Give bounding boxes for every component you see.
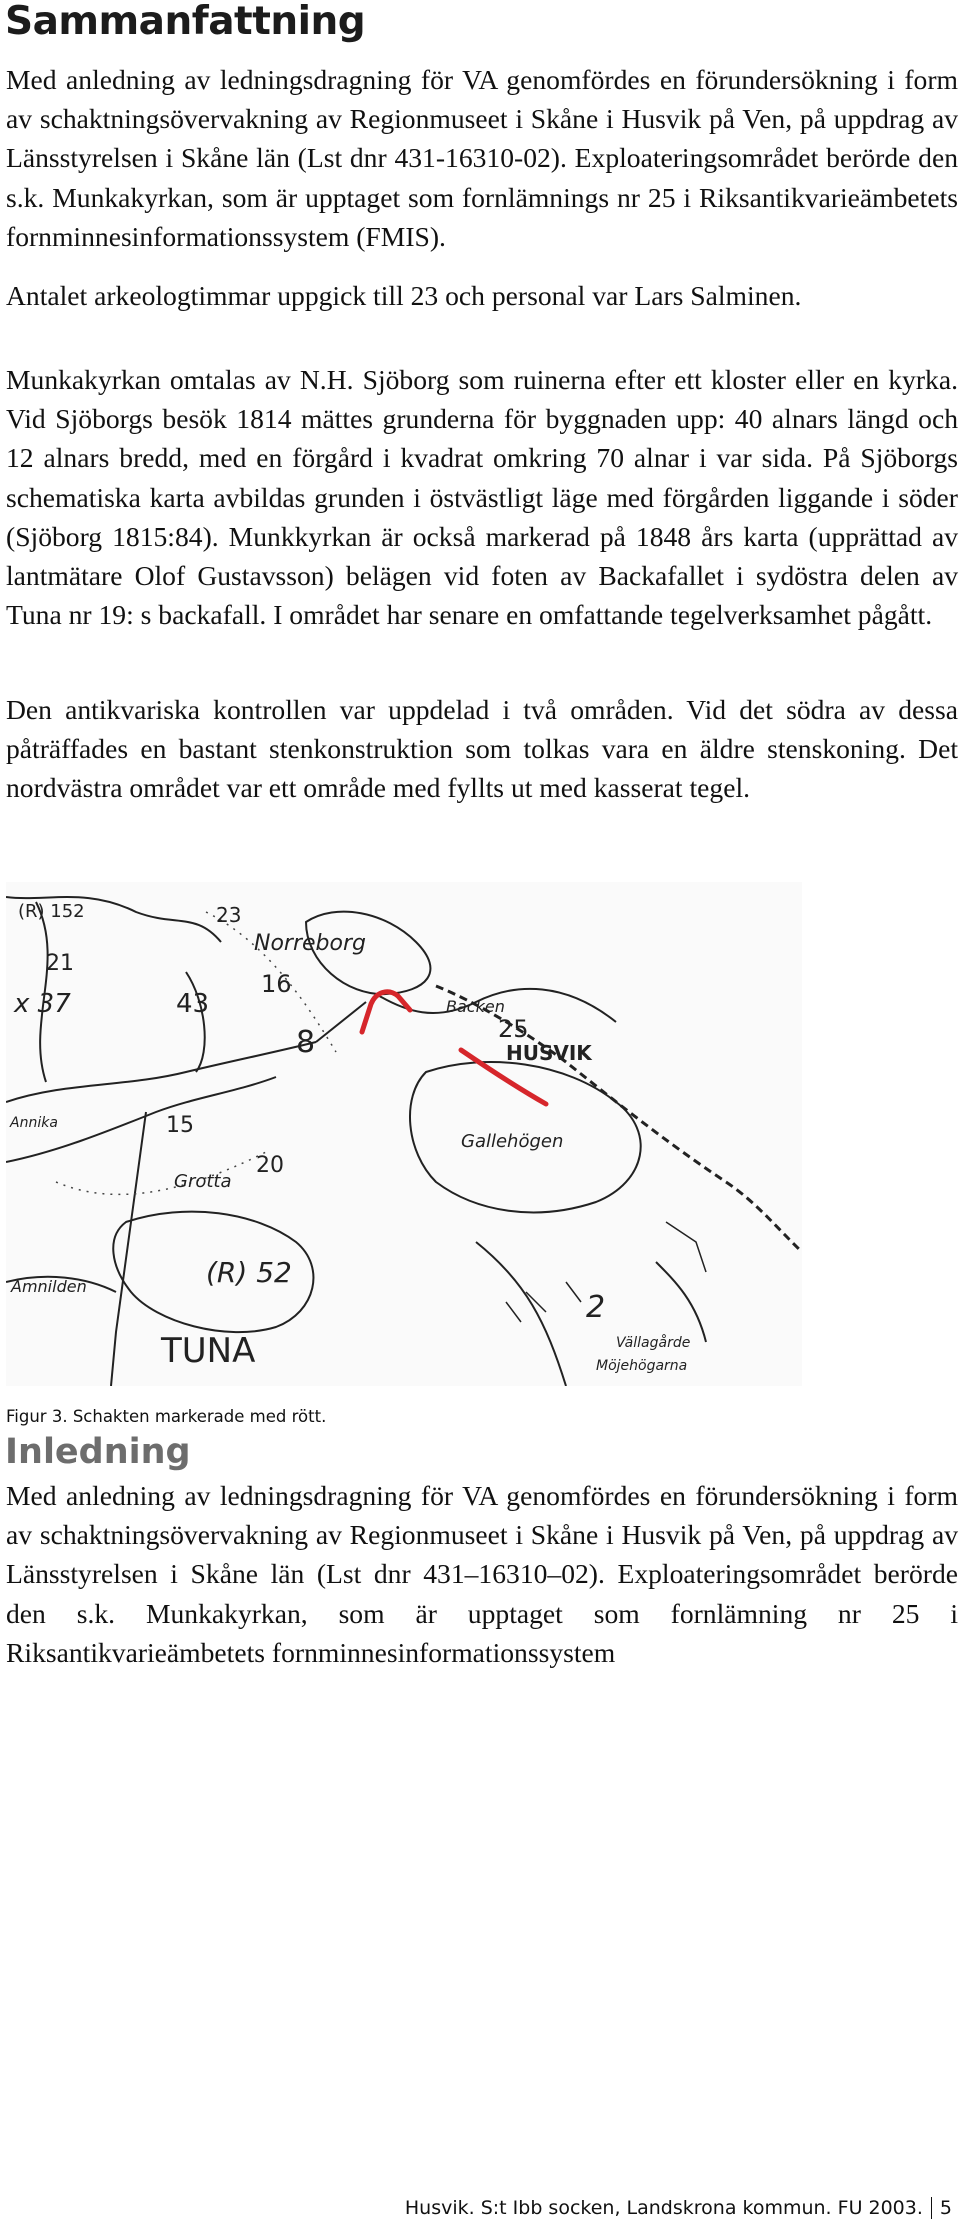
map-label: Amnilden <box>11 1277 87 1296</box>
summary-paragraph-2: Antalet arkeologtimmar uppgick till 23 och personal var Lars Salminen. <box>6 280 802 311</box>
map-label: 21 <box>46 951 74 976</box>
map-label: 15 <box>166 1113 194 1138</box>
summary-paragraph-4: Den antikvariska kontrollen var uppdelad i två områden. Vid det södra av dessa påträffades en bastant stenkonstruktion som tolkas vara en äldre stenskoning. Det nordvästra området var ett område med fyllts ut med kasserat tegel. <box>6 694 958 804</box>
footer-divider <box>931 2197 932 2219</box>
summary-heading: Sammanfattning <box>5 0 366 44</box>
footer-text: Husvik. S:t Ibb socken, Landskrona kommun. FU 2003. <box>404 2197 923 2219</box>
map-label: 23 <box>216 903 242 927</box>
figure-map <box>6 882 802 1386</box>
summary-paragraph-1: Med anledning av ledningsdragning för VA genomfördes en förundersökning i form av schaktningsövervakning av Regionmuseet i Skåne i Husvik på Ven, på uppdrag av Länsstyrelsen i Skåne län (Lst dnr 431-16310-02). Exploateringsområdet berörde den s.k. Munkakyrkan, som är upptaget som fornlämnings nr 25 i Riksantikvarieämbetets fornminnesinformationssystem (FMIS). <box>6 64 958 252</box>
intro-heading: Inledning <box>5 1432 191 1472</box>
map-label: 20 <box>256 1153 284 1178</box>
page-number: 5 <box>939 2197 952 2219</box>
map-label: 2 <box>586 1290 606 1325</box>
map-label: (R) 152 <box>18 901 85 922</box>
map-label: Vällagårde <box>616 1335 691 1351</box>
page-footer <box>405 2195 952 2221</box>
figure-caption: Figur 3. Schakten markerade med rött. <box>6 1407 327 1426</box>
map-label: TUNA <box>161 1331 256 1371</box>
map-label: Grotta <box>174 1171 232 1192</box>
intro-paragraph: Med anledning av ledningsdragning för VA genomfördes en förundersökning i form av schaktningsövervakning av Regionmuseet i Skåne i Husvik på Ven, på uppdrag av Länsstyrelsen i Skåne län (Lst dnr 431–16310–02). Exploateringsområdet berörde den s.k. Munkakyrkan, som är upptaget som fornlämning nr 25 i Riksantikvarieämbetets fornminnesinformationssystem <box>6 1480 958 1668</box>
map-label: 16 <box>261 970 292 998</box>
map-label: x 37 <box>14 989 71 1019</box>
map-image <box>6 882 802 1386</box>
map-label: Backen <box>446 997 505 1016</box>
map-label: Annika <box>10 1115 58 1131</box>
map-label: (R) 52 <box>206 1256 292 1289</box>
summary-paragraph-3: Munkakyrkan omtalas av N.H. Sjöborg som ruinerna efter ett kloster eller en kyrka. Vid Sjöborgs besök 1814 mättes grunderna för byggnaden upp: 40 alnars längd och 12 alnars bredd, med en förgård i kvadrat omkring 70 alnar i var sida. På Sjöborgs schematiska karta avbildas grunden i östvästligt läge med förgården liggande i söder (Sjöborg 1815:84). Munkkyrkan är också markerad på 1848 års karta (upprättad av lantmätare Olof Gustavsson) belägen vid foten av Backafallet i sydöstra delen av Tuna nr 19: s backafall. I området har senare en omfattande tegelverksamhet pågått. <box>6 364 958 631</box>
map-label: Möjehögarna <box>596 1358 688 1374</box>
map-label: HUSVIK <box>506 1041 592 1065</box>
map-label: 43 <box>176 989 210 1019</box>
map-label: 25 <box>498 1015 529 1043</box>
map-label: Norreborg <box>254 931 366 956</box>
map-label: Gallehögen <box>461 1131 564 1152</box>
map-label: 8 <box>296 1025 316 1060</box>
